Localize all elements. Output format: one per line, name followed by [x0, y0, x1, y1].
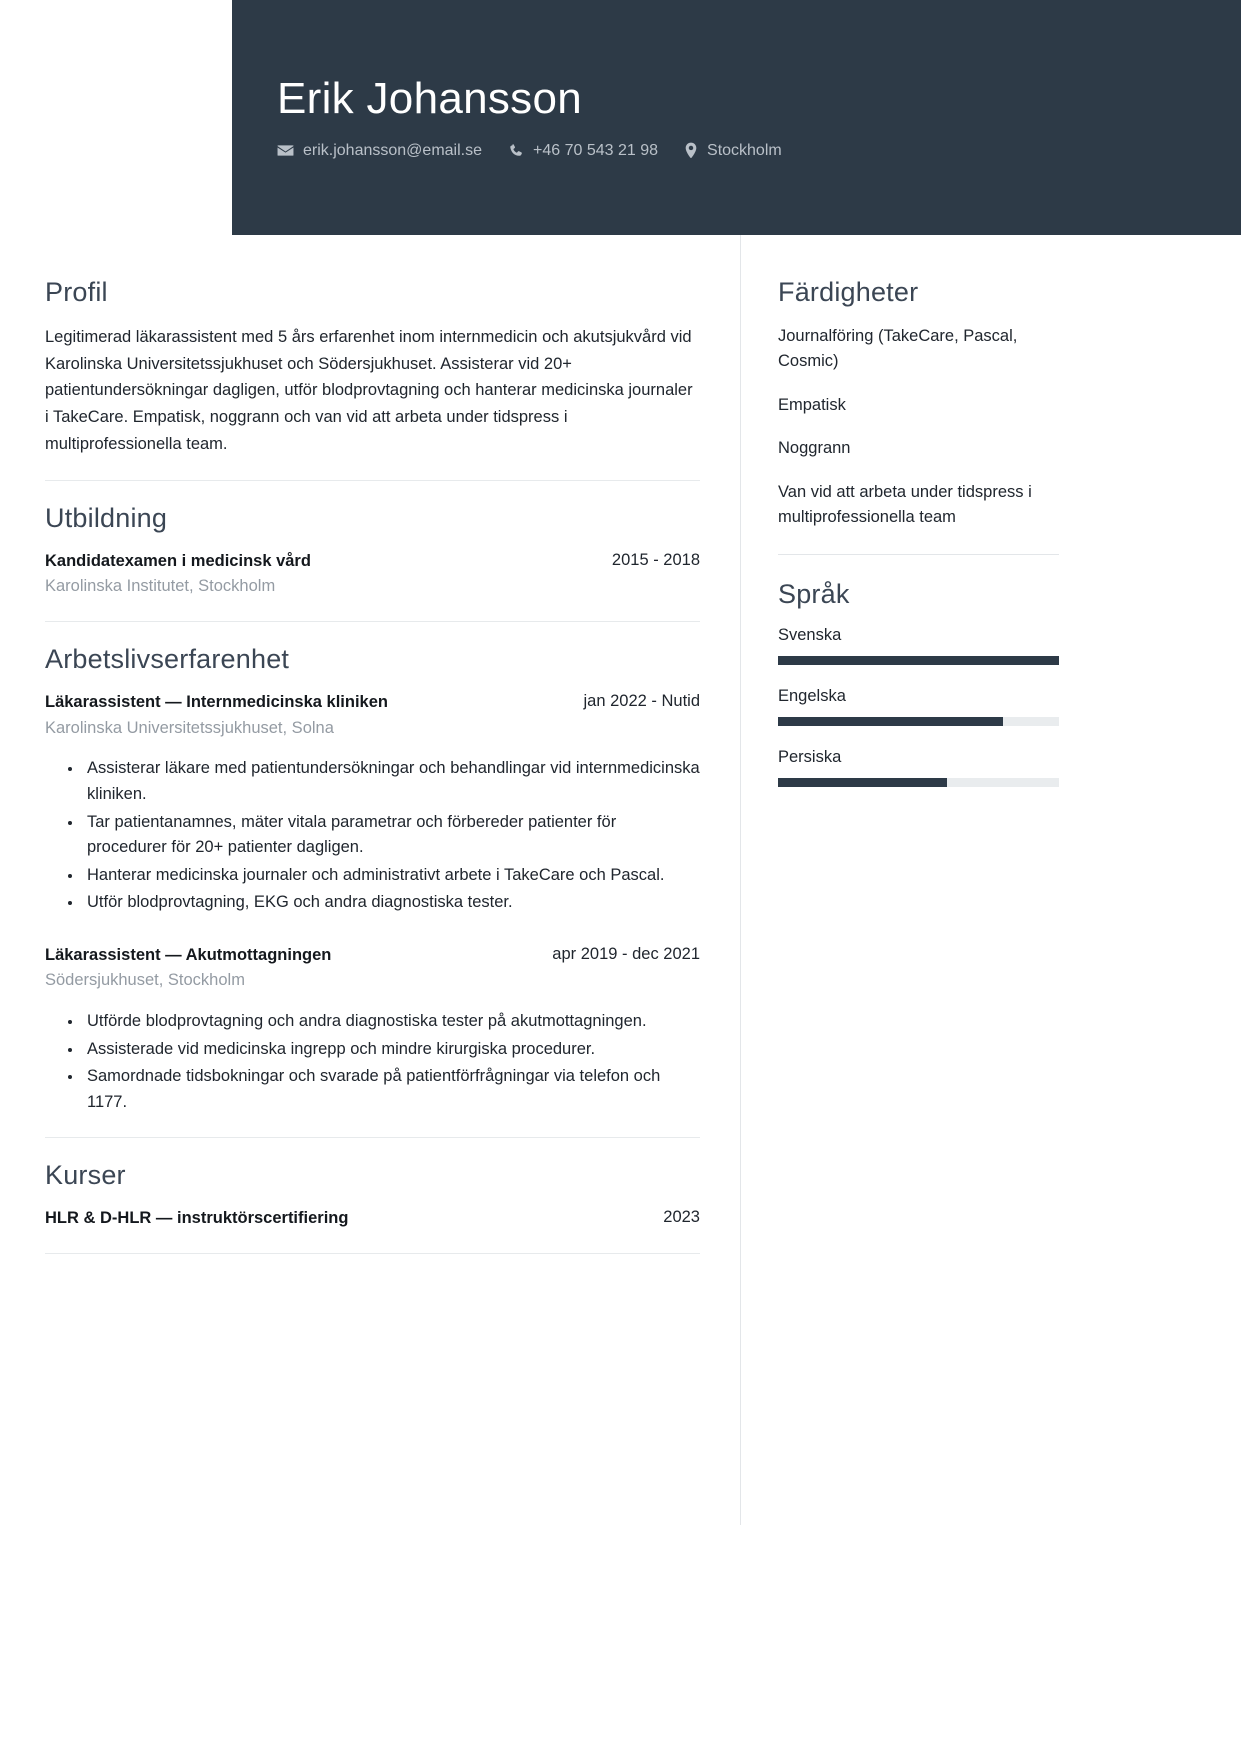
experience-heading: Arbetslivserfarenhet [45, 644, 290, 675]
education-school: Karolinska Institutet, Stockholm [45, 577, 276, 596]
courses-heading: Kurser [45, 1160, 126, 1191]
contact-phone-text: +46 70 543 21 98 [533, 141, 659, 159]
divider [778, 554, 1059, 555]
divider [45, 1137, 700, 1138]
skills-heading: Färdigheter [778, 277, 919, 307]
list-item: • Assisterade vid medicinska ingrepp och mindre kirurgiska procedurer. [83, 1037, 700, 1063]
experience-entry-head [45, 944, 700, 967]
language-name: Persiska [778, 747, 842, 766]
contact-location-text: Stockholm [707, 141, 782, 159]
education-heading: Utbildning [45, 502, 168, 533]
map-pin-icon [684, 142, 698, 159]
experience-title: Läkarassistent — Internmedicinska kliniken [45, 693, 388, 712]
section-education [45, 503, 700, 599]
course-date: 2023 [663, 1208, 700, 1227]
language-item [778, 626, 1070, 665]
envelope-icon [277, 142, 294, 159]
section-experience [45, 644, 700, 1115]
contact-email-text: erik.johansson@email.se [303, 141, 482, 159]
skill-item: Van vid att arbeta under tidspress i multiprofessionella team [778, 483, 1032, 526]
contact-phone[interactable] [508, 142, 658, 160]
language-level-fill [778, 656, 1059, 665]
language-name: Engelska [778, 686, 846, 705]
experience-bullet-list [45, 1009, 700, 1115]
contact-location[interactable] [684, 142, 782, 160]
profile-text: Legitimerad läkarassistent med 5 års erfarenhet inom internmedicin och akutsjukvård vid Karolinska Universitetssjukhuset och Södersjukhuset. Assisterar vid 20+ patientundersökningar dagligen, utför blodprovtagning och hanterar medicinska journaler i TakeCare. Empatisk, noggrann och van vid att arbeta under tidspress i multiprofessionella team. [45, 328, 693, 453]
course-entry-head [45, 1207, 700, 1230]
section-languages [778, 579, 1070, 787]
section-skills [778, 277, 1070, 530]
sidebar-column [740, 235, 1070, 1525]
page-title: Erik Johansson [277, 74, 583, 124]
education-entry [45, 550, 700, 599]
skill-item: Noggrann [778, 439, 851, 458]
contact-row [277, 142, 1177, 160]
language-name: Svenska [778, 625, 842, 644]
experience-entry [45, 691, 700, 916]
phone-icon [508, 143, 524, 159]
list-item: • Assisterar läkare med patientundersökningar och behandlingar vid internmedicinska kliniken. [83, 756, 700, 807]
education-entry-head [45, 550, 700, 573]
list-item: • Utför blodprovtagning, EKG och andra diagnostiska tester. [83, 890, 700, 916]
language-level-fill [778, 717, 1003, 726]
experience-entry [45, 944, 700, 1116]
course-title: HLR & D-HLR — instruktörscertifiering [45, 1209, 349, 1228]
language-level-track [778, 656, 1059, 665]
resume-header [0, 0, 1241, 235]
main-column [0, 235, 700, 1276]
language-level-track [778, 778, 1059, 787]
experience-title: Läkarassistent — Akutmottagningen [45, 945, 332, 964]
list-item: • Hanterar medicinska journaler och administrativt arbete i TakeCare och Pascal. [83, 863, 700, 889]
experience-entry-head [45, 691, 700, 714]
list-item: • Samordnade tidsbokningar och svarade på patientförfrågningar via telefon och 1177. [83, 1064, 700, 1115]
divider [45, 1253, 700, 1254]
skill-item: Journalföring (TakeCare, Pascal, Cosmic) [778, 327, 1018, 370]
course-entry [45, 1207, 700, 1230]
experience-employer: Karolinska Universitetssjukhuset, Solna [45, 718, 334, 737]
education-degree: Kandidatexamen i medicinsk vård [45, 551, 311, 570]
list-item: • Tar patientanamnes, mäter vitala parametrar och förbereder patienter för procedurer för 20+ patienter dagligen. [83, 810, 700, 861]
experience-bullet-list [45, 756, 700, 915]
language-level-fill [778, 778, 947, 787]
contact-email[interactable] [277, 142, 482, 160]
experience-date: jan 2022 - Nutid [583, 692, 700, 711]
language-item [778, 748, 1070, 787]
resume-body [0, 235, 1241, 1525]
section-profile [45, 277, 700, 458]
skill-item: Empatisk [778, 395, 846, 414]
divider [45, 621, 700, 622]
experience-employer: Södersjukhuset, Stockholm [45, 971, 245, 990]
experience-date: apr 2019 - dec 2021 [552, 944, 700, 963]
section-courses [45, 1160, 700, 1230]
languages-heading: Språk [778, 578, 850, 609]
language-item [778, 687, 1070, 726]
profile-heading: Profil [45, 277, 108, 307]
header-content [277, 0, 1177, 235]
education-date: 2015 - 2018 [611, 550, 700, 569]
list-item: • Utförde blodprovtagning och andra diagnostiska tester på akutmottagningen. [83, 1009, 700, 1035]
language-level-track [778, 717, 1059, 726]
divider [45, 480, 700, 481]
